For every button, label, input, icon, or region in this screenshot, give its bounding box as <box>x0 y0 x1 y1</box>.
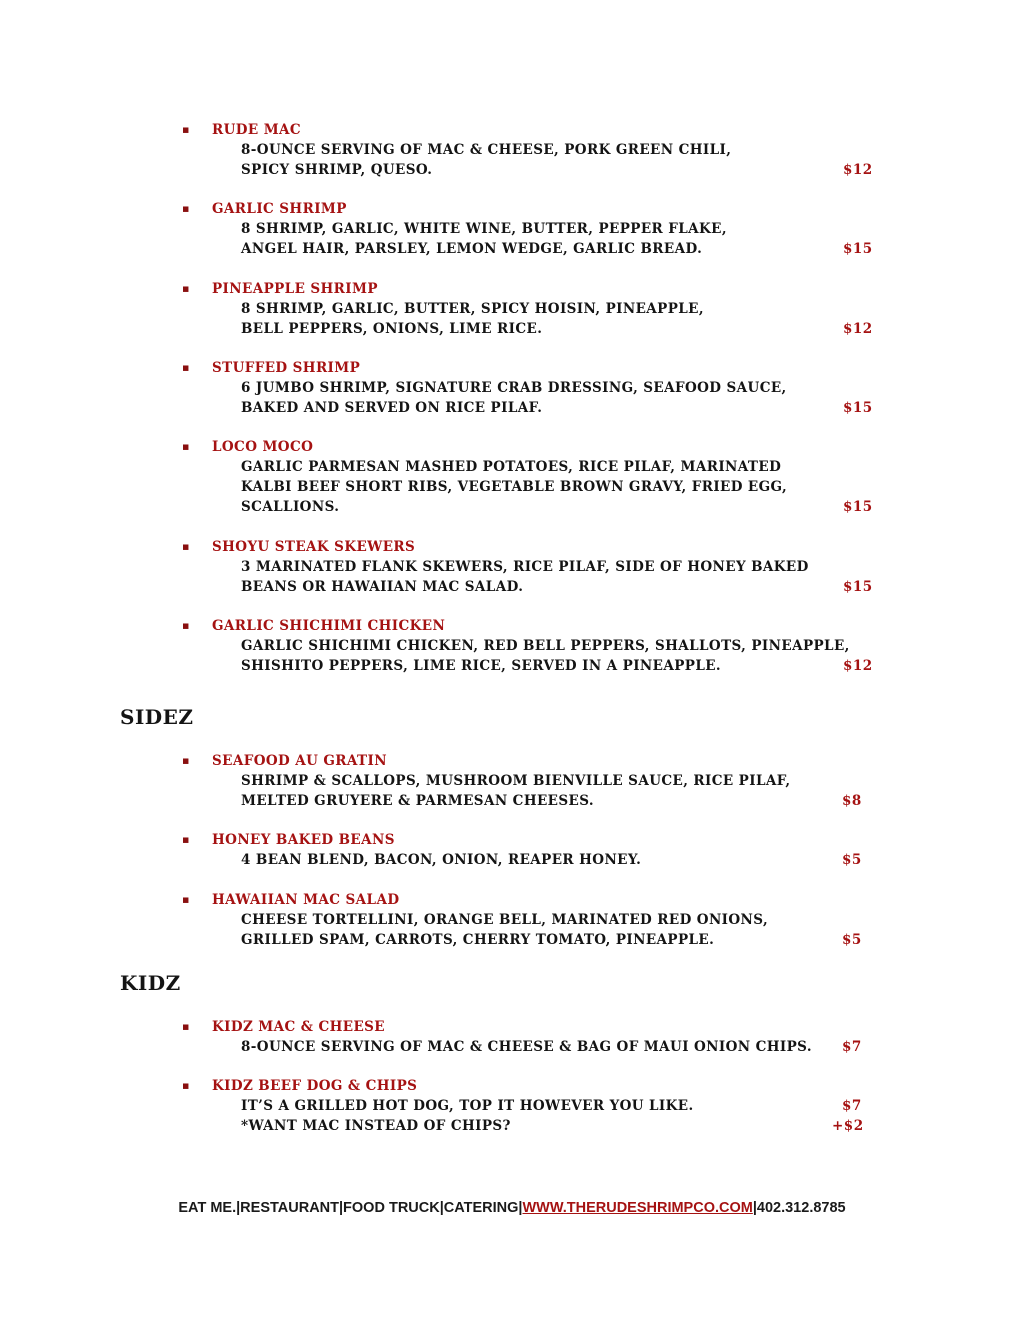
footer <box>0 1200 1024 1216</box>
item-description: BAKED AND SERVED ON RICE PILAF. <box>241 400 543 416</box>
item-description: IT’S A GRILLED HOT DOG, TOP IT HOWEVER YOU LIKE. <box>241 1098 694 1114</box>
item-price: $15 <box>843 400 873 416</box>
item-description: 4 BEAN BLEND, BACON, ONION, REAPER HONEY. <box>241 852 642 868</box>
bullet-icon: ▪ <box>182 540 190 553</box>
bullet-icon: ▪ <box>182 1079 190 1092</box>
bullet-icon: ▪ <box>182 202 190 215</box>
bullet-icon: ▪ <box>182 123 190 136</box>
item-price: $15 <box>843 579 873 595</box>
item-name: PINEAPPLE SHRIMP <box>212 281 378 297</box>
bullet-icon: ▪ <box>182 619 190 632</box>
item-description: 8-OUNCE SERVING OF MAC & CHEESE & BAG OF MAUI ONION CHIPS. <box>241 1039 812 1055</box>
item-name: HAWAIIAN MAC SALAD <box>212 892 400 908</box>
item-description: BELL PEPPERS, ONIONS, LIME RICE. <box>241 321 543 337</box>
item-price: $7 <box>842 1039 862 1055</box>
item-description: SHISHITO PEPPERS, LIME RICE, SERVED IN A PINEAPPLE. <box>241 658 722 674</box>
item-price: $7 <box>842 1098 862 1114</box>
footer-prefix: EAT ME.|RESTAURANT|FOOD TRUCK|CATERING| <box>178 1200 523 1216</box>
item-description: 8 SHRIMP, GARLIC, WHITE WINE, BUTTER, PEPPER FLAKE, <box>241 221 727 237</box>
section-title-kidz: KIDZ <box>120 971 181 995</box>
footer-phone: |402.312.8785 <box>752 1200 846 1216</box>
item-description: KALBI BEEF SHORT RIBS, VEGETABLE BROWN GRAVY, FRIED EGG, <box>241 479 788 495</box>
item-description: SHRIMP & SCALLOPS, MUSHROOM BIENVILLE SAUCE, RICE PILAF, <box>241 773 791 789</box>
item-description: *WANT MAC INSTEAD OF CHIPS? <box>241 1118 511 1134</box>
item-price: $15 <box>843 499 873 515</box>
item-description: 3 MARINATED FLANK SKEWERS, RICE PILAF, SIDE OF HONEY BAKED <box>241 559 809 575</box>
item-description: 8-OUNCE SERVING OF MAC & CHEESE, PORK GREEN CHILI, <box>241 142 732 158</box>
item-description: 8 SHRIMP, GARLIC, BUTTER, SPICY HOISIN, PINEAPPLE, <box>241 301 704 317</box>
item-name: LOCO MOCO <box>212 439 314 455</box>
section-title-sidez: SIDEZ <box>120 705 194 729</box>
item-description: ANGEL HAIR, PARSLEY, LEMON WEDGE, GARLIC BREAD. <box>241 241 703 257</box>
item-name: KIDZ MAC & CHEESE <box>212 1019 385 1035</box>
item-description: 6 JUMBO SHRIMP, SIGNATURE CRAB DRESSING, SEAFOOD SAUCE, <box>241 380 787 396</box>
item-price: $8 <box>842 793 862 809</box>
item-price: $12 <box>843 658 873 674</box>
item-name: GARLIC SHICHIMI CHICKEN <box>212 618 446 634</box>
bullet-icon: ▪ <box>182 754 190 767</box>
item-description: SPICY SHRIMP, QUESO. <box>241 162 433 178</box>
item-description: SCALLIONS. <box>241 499 340 515</box>
item-price: $5 <box>842 932 862 948</box>
item-name: RUDE MAC <box>212 122 302 138</box>
bullet-icon: ▪ <box>182 833 190 846</box>
item-description: GARLIC SHICHIMI CHICKEN, RED BELL PEPPERS, SHALLOTS, PINEAPPLE, <box>241 638 850 654</box>
item-name: HONEY BAKED BEANS <box>212 832 395 848</box>
item-name: GARLIC SHRIMP <box>212 201 347 217</box>
item-description: BEANS OR HAWAIIAN MAC SALAD. <box>241 579 524 595</box>
item-price: $12 <box>843 162 873 178</box>
bullet-icon: ▪ <box>182 282 190 295</box>
item-description: MELTED GRUYERE & PARMESAN CHEESES. <box>241 793 594 809</box>
bullet-icon: ▪ <box>182 361 190 374</box>
item-price: $15 <box>843 241 873 257</box>
item-description: GARLIC PARMESAN MASHED POTATOES, RICE PILAF, MARINATED <box>241 459 782 475</box>
item-name: SHOYU STEAK SKEWERS <box>212 539 416 555</box>
website-link[interactable]: WWW.THERUDESHRIMPCO.COM <box>522 1200 753 1216</box>
item-name: STUFFED SHRIMP <box>212 360 361 376</box>
extra-price: +$2 <box>832 1118 864 1134</box>
item-price: $5 <box>842 852 862 868</box>
item-price: $12 <box>843 321 873 337</box>
bullet-icon: ▪ <box>182 440 190 453</box>
item-description: CHEESE TORTELLINI, ORANGE BELL, MARINATED RED ONIONS, <box>241 912 769 928</box>
bullet-icon: ▪ <box>182 893 190 906</box>
item-name: SEAFOOD AU GRATIN <box>212 753 387 769</box>
bullet-icon: ▪ <box>182 1020 190 1033</box>
item-name: KIDZ BEEF DOG & CHIPS <box>212 1078 418 1094</box>
item-description: GRILLED SPAM, CARROTS, CHERRY TOMATO, PINEAPPLE. <box>241 932 715 948</box>
